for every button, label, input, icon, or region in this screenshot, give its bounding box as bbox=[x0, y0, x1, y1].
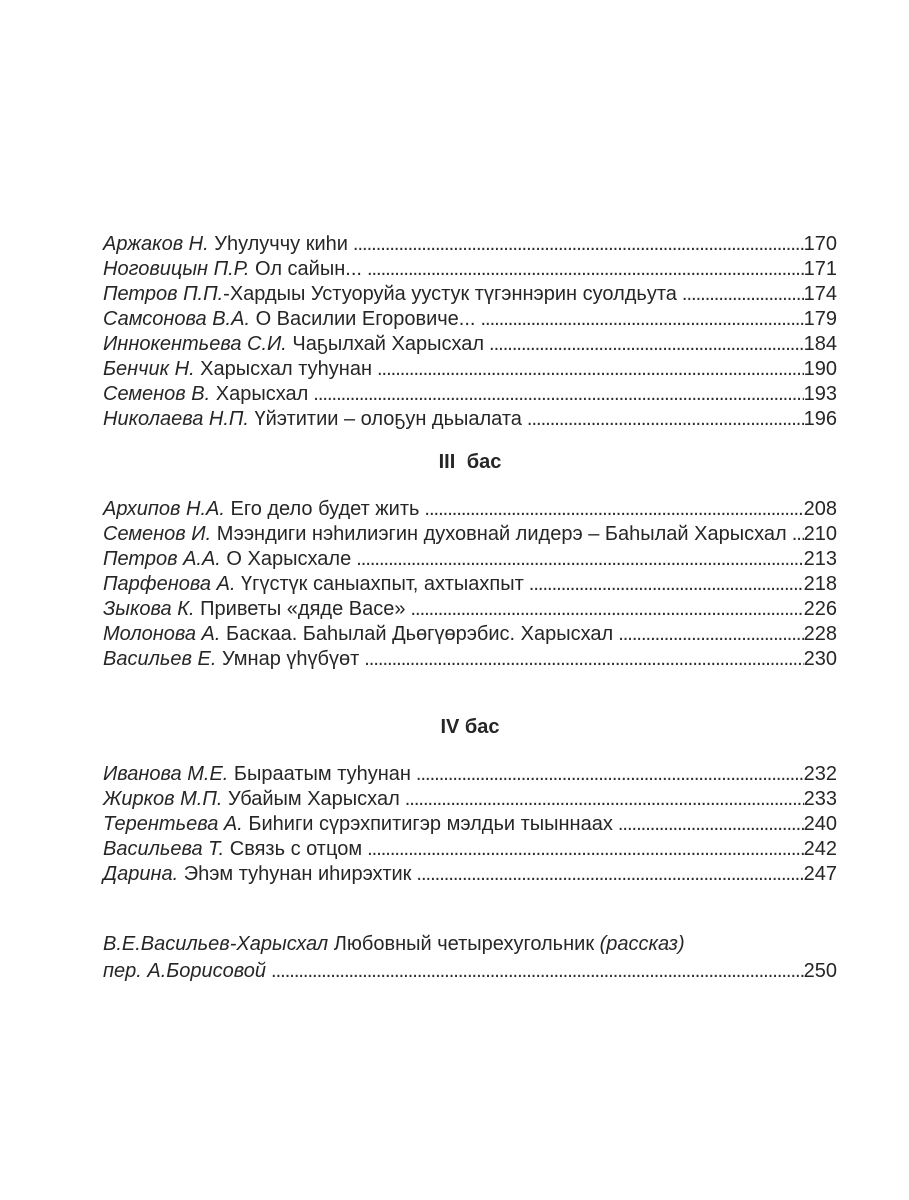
entry-author: Молонова А. bbox=[103, 623, 221, 645]
toc-entry bbox=[103, 497, 837, 522]
toc-entry bbox=[103, 862, 837, 887]
entry-author: В.Е.Васильев-Харысхал bbox=[103, 933, 329, 955]
entry-page-number: 179 bbox=[803, 308, 837, 330]
entry-title: Ол сайын... bbox=[249, 258, 362, 280]
toc-entry bbox=[103, 407, 837, 432]
entry-author: Петров П.П. bbox=[103, 283, 224, 305]
toc-entry bbox=[103, 762, 837, 787]
entry-title: Быраатым туһунан bbox=[228, 763, 411, 785]
dotted-leader bbox=[480, 307, 803, 332]
entry-page-number: 240 bbox=[803, 813, 837, 835]
entry-page-number: 184 bbox=[803, 333, 837, 355]
entry-page-number: 174 bbox=[803, 283, 837, 305]
final-entry-block bbox=[103, 932, 837, 986]
dotted-leader bbox=[377, 357, 804, 382]
toc-entry bbox=[103, 547, 837, 572]
entry-page-number: 170 bbox=[803, 233, 837, 255]
toc-entry bbox=[103, 812, 837, 837]
toc-entry bbox=[103, 332, 837, 357]
entry-page-number: 218 bbox=[803, 573, 837, 595]
toc-section-4 bbox=[103, 715, 837, 887]
entry-title: Любовный четырехугольник bbox=[328, 933, 600, 955]
entry-title: Уһулуччу киһи bbox=[208, 233, 348, 255]
toc-entry bbox=[103, 257, 837, 282]
entry-author: Васильева Т. bbox=[103, 838, 225, 860]
dotted-leader bbox=[529, 572, 804, 597]
toc-entry bbox=[103, 597, 837, 622]
entry-author: Парфенова А. bbox=[103, 573, 236, 595]
entry-page-number: 250 bbox=[803, 960, 837, 982]
entry-title: Умнар үһүбүөт bbox=[216, 648, 360, 670]
entry-page-number: 190 bbox=[803, 358, 837, 380]
entry-title: Его дело будет жить bbox=[224, 498, 420, 520]
entry-page-number: 171 bbox=[803, 258, 837, 280]
toc-entry bbox=[103, 622, 837, 647]
entry-title: Чаҕылхай Харысхал bbox=[286, 333, 485, 355]
toc-section-3 bbox=[103, 450, 837, 672]
toc-section-2 bbox=[103, 232, 837, 432]
entry-title: Эһэм туһунан иһирэхтик bbox=[178, 863, 412, 885]
entry-author: Самсонова В.А. bbox=[103, 308, 251, 330]
entry-page-number: 196 bbox=[803, 408, 837, 430]
final-entry-line2 bbox=[103, 959, 837, 986]
entry-page-number: 230 bbox=[803, 648, 837, 670]
dotted-leader bbox=[489, 332, 804, 357]
entry-title: О Харысхале bbox=[220, 548, 352, 570]
entry-page-number: 247 bbox=[803, 863, 837, 885]
entry-author: Дарина. bbox=[103, 863, 179, 885]
entry-author: Васильев Е. bbox=[103, 648, 217, 670]
entry-author: Жирков М.П. bbox=[103, 788, 223, 810]
entry-page-number: 208 bbox=[803, 498, 837, 520]
entry-page-number: 193 bbox=[803, 383, 837, 405]
entry-title: Харысхал bbox=[210, 383, 309, 405]
entry-title: Үйэтитии – олоҕун дьыалата bbox=[248, 408, 522, 430]
toc-entry bbox=[103, 382, 837, 407]
dotted-leader bbox=[353, 232, 804, 257]
dotted-leader bbox=[410, 597, 803, 622]
dotted-leader bbox=[416, 762, 804, 787]
dotted-leader bbox=[367, 257, 804, 282]
entry-title: Убайым Харысхал bbox=[222, 788, 400, 810]
section-heading-4: IV бас bbox=[440, 716, 500, 738]
dotted-leader bbox=[792, 522, 804, 547]
entry-author: Зыкова К. bbox=[103, 598, 195, 620]
final-entry-line1 bbox=[103, 932, 837, 959]
entry-page-number: 210 bbox=[803, 523, 837, 545]
dotted-leader bbox=[424, 497, 803, 522]
entry-title: Баскаа. Баһылай Дьөгүөрэбис. Харысхал bbox=[220, 623, 614, 645]
entry-title: О Василии Егоровиче... bbox=[250, 308, 476, 330]
toc-entry bbox=[103, 647, 837, 672]
toc-entry bbox=[103, 307, 837, 332]
entry-title: Үгүстүк саныахпыт, ахтыахпыт bbox=[235, 573, 524, 595]
entry-title: Харысхал туһунан bbox=[194, 358, 372, 380]
entry-translator: пер. А.Борисовой bbox=[103, 960, 267, 982]
entry-title: -Хардыы Устуоруйа уустук түгэннэрин суолдьута bbox=[223, 283, 677, 305]
entry-page-number: 232 bbox=[803, 763, 837, 785]
toc-entry bbox=[103, 837, 837, 862]
entry-author: Николаева Н.П. bbox=[103, 408, 249, 430]
entry-title: Мээндиги нэһилиэгин духовнай лидерэ – Баһылай Харысхал bbox=[211, 523, 787, 545]
dotted-leader bbox=[313, 382, 803, 407]
toc-entry bbox=[103, 232, 837, 257]
dotted-leader bbox=[405, 787, 804, 812]
entry-author: Аржаков Н. bbox=[103, 233, 209, 255]
entry-author: Архипов Н.А. bbox=[103, 498, 225, 520]
toc-entry bbox=[103, 787, 837, 812]
entry-page-number: 228 bbox=[803, 623, 837, 645]
dotted-leader bbox=[271, 959, 804, 984]
entry-author: Терентьева А. bbox=[103, 813, 243, 835]
entry-title: Связь с отцом bbox=[224, 838, 363, 860]
dotted-leader bbox=[527, 407, 804, 432]
toc-entry bbox=[103, 572, 837, 597]
entry-author: Иннокентьева С.И. bbox=[103, 333, 287, 355]
entry-author: Петров А.А. bbox=[103, 548, 221, 570]
dotted-leader bbox=[682, 282, 804, 307]
toc-content bbox=[103, 232, 837, 986]
toc-entry bbox=[103, 357, 837, 382]
entry-author: Семенов И. bbox=[103, 523, 212, 545]
dotted-leader bbox=[416, 862, 803, 887]
entry-page-number: 226 bbox=[803, 598, 837, 620]
toc-entry bbox=[103, 282, 837, 307]
section-heading-3: III бас bbox=[438, 451, 502, 473]
entry-page-number: 233 bbox=[803, 788, 837, 810]
dotted-leader bbox=[367, 837, 804, 862]
entry-title: Биһиги сүрэхпитигэр мэлдьи тыыннаах bbox=[242, 813, 613, 835]
entry-author: Семенов В. bbox=[103, 383, 211, 405]
dotted-leader bbox=[356, 547, 803, 572]
dotted-leader bbox=[364, 647, 803, 672]
dotted-leader bbox=[618, 622, 803, 647]
toc-entry bbox=[103, 522, 837, 547]
entry-page-number: 242 bbox=[803, 838, 837, 860]
entry-author: Ноговицын П.Р. bbox=[103, 258, 250, 280]
dotted-leader bbox=[618, 812, 804, 837]
entry-title: Приветы «дяде Васе» bbox=[194, 598, 406, 620]
entry-author: Бенчик Н. bbox=[103, 358, 195, 380]
entry-page-number: 213 bbox=[803, 548, 837, 570]
entry-author: Иванова М.Е. bbox=[103, 763, 229, 785]
entry-genre-note: (рассказ) bbox=[599, 933, 685, 955]
